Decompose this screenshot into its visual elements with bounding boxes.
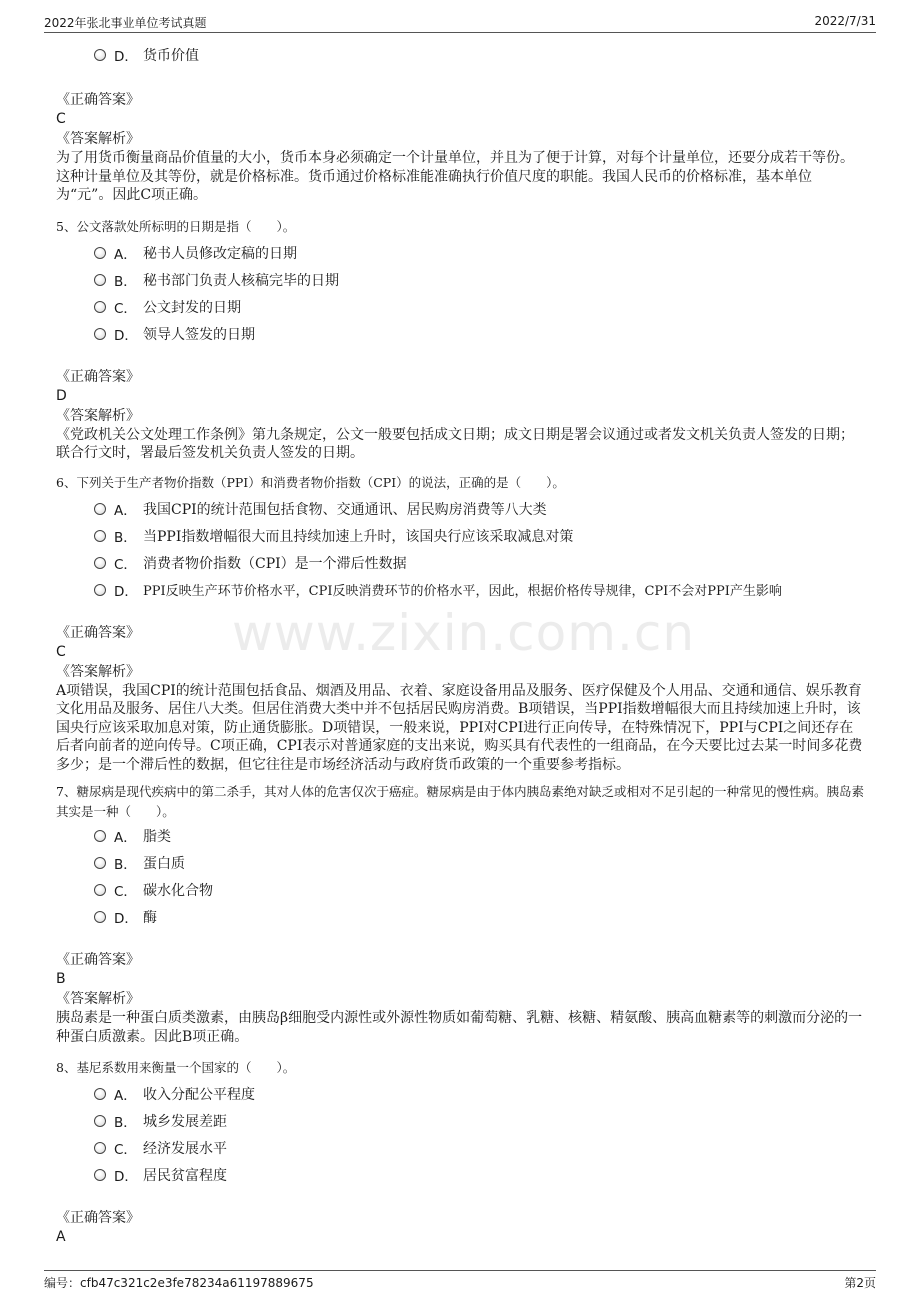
question-6-explanation: A项错误，我国CPI的统计范围包括食品、烟酒及用品、衣着、家庭设备用品及服务、医疗保健及个人用品、交通和通信、娱乐教育文化用品及服务、居住八大类。但居住消费大类中并不包括居民购房消费。B项错误，当PPI指数增幅很大而且持续加速上升时，该国央行应该采取加息对策，防止通货膨胀。D项错误，一般来说，PPI对CPI进行正向传导，在特殊情况下，PPI与CPI之间还存在后者向前者的逆向传导。C项正确，CPI表示对普通家庭的支出来说，购买具有代表性的一组商品，在今天要比过去某一时间多花费多少；是一个滞后性的数据，但它往往是市场经济活动与政府货币政策的一个重要参考指标。	[56, 682, 863, 773]
option-text: 城乡发展差距	[143, 1114, 227, 1130]
question-8-answer: A	[56, 1229, 66, 1245]
radio-icon[interactable]	[94, 530, 106, 542]
question-7-option-a[interactable]	[56, 822, 866, 849]
option-text: 收入分配公平程度	[143, 1087, 255, 1103]
option-text: 领导人签发的日期	[143, 326, 255, 343]
page-number: 第2页	[844, 1276, 876, 1290]
question-4-answer: C	[56, 111, 66, 127]
option-letter: A．	[114, 502, 137, 519]
radio-icon[interactable]	[94, 1142, 106, 1154]
question-6-option-a[interactable]	[56, 495, 866, 522]
radio-icon[interactable]	[94, 301, 106, 313]
option-text: 经济发展水平	[143, 1141, 227, 1157]
radio-icon[interactable]	[94, 1115, 106, 1127]
answer-label: 《正确答案》	[56, 952, 140, 968]
radio-icon[interactable]	[94, 503, 106, 515]
answer-label: 《正确答案》	[56, 624, 140, 641]
question-5-stem: 5、公文落款处所标明的日期是指（ ）。	[56, 218, 296, 234]
option-text: 秘书人员修改定稿的日期	[143, 245, 297, 262]
option-letter: C．	[114, 1142, 137, 1158]
question-5-answer: D	[56, 387, 67, 404]
option-letter: C．	[114, 300, 137, 317]
question-6-stem: 6、下列关于生产者物价指数（PPI）和消费者物价指数（CPI）的说法，正确的是（ ）。	[56, 474, 565, 490]
option-text: 脂类	[143, 829, 171, 845]
answer-label: 《正确答案》	[56, 368, 140, 385]
option-letter: B．	[114, 1115, 137, 1131]
radio-icon[interactable]	[94, 247, 106, 259]
question-6-option-c[interactable]	[56, 549, 866, 576]
page-content	[56, 36, 866, 1247]
question-5-option-d[interactable]	[56, 320, 866, 347]
explanation-label: 《答案解析》	[56, 131, 140, 147]
question-8-option-b[interactable]	[56, 1107, 866, 1134]
question-5-option-a[interactable]	[56, 239, 866, 266]
question-7-option-c[interactable]	[56, 876, 866, 903]
question-5-explanation: 《党政机关公文处理工作条例》第九条规定，公文一般要包括成文日期；成文日期是署会议通过或者发文机关负责人签发的日期；联合行文时，署最后签发机关负责人签发的日期。	[56, 426, 854, 461]
question-6-answer: C	[56, 643, 66, 660]
option-text: 秘书部门负责人核稿完毕的日期	[143, 272, 339, 289]
document-date: 2022/7/31	[814, 14, 876, 28]
option-letter: C．	[114, 556, 137, 573]
page-footer	[44, 1270, 876, 1291]
option-text: 酶	[143, 910, 157, 926]
radio-icon[interactable]	[94, 1169, 106, 1181]
option-text: PPI反映生产环节价格水平，CPI反映消费环节的价格水平，因此，根据价格传导规律，CPI不会对PPI产生影响	[143, 583, 782, 599]
option-letter: D．	[114, 327, 138, 344]
document-title: 2022年张北事业单位考试真题	[44, 16, 207, 30]
question-6-option-d[interactable]	[56, 576, 866, 603]
question-7-answer: B	[56, 971, 66, 987]
option-letter: D．	[114, 911, 138, 927]
answer-label: 《正确答案》	[56, 92, 140, 108]
document-code: 编号：cfb47c321c2e3fe78234a61197889675	[44, 1276, 314, 1290]
question-4-option-d[interactable]	[56, 41, 866, 68]
radio-icon[interactable]	[94, 584, 106, 596]
option-text: 居民贫富程度	[143, 1168, 227, 1184]
option-text: 当PPI指数增幅很大而且持续加速上升时，该国央行应该采取减息对策	[143, 528, 574, 545]
question-7-option-d[interactable]	[56, 903, 866, 930]
question-7-explanation: 胰岛素是一种蛋白质类激素，由胰岛β细胞受内源性或外源性物质如葡萄糖、乳糖、核糖、精氨酸、胰高血糖素等的刺激而分泌的一种蛋白质激素。因此B项正确。	[56, 1010, 863, 1045]
question-8-option-c[interactable]	[56, 1134, 866, 1161]
question-6-option-b[interactable]	[56, 522, 866, 549]
radio-icon[interactable]	[94, 274, 106, 286]
question-5-option-c[interactable]	[56, 293, 866, 320]
question-8-stem: 8、基尼系数用来衡量一个国家的（ ）。	[56, 1060, 296, 1075]
radio-icon[interactable]	[94, 830, 106, 842]
option-letter: B．	[114, 273, 137, 290]
question-7-option-b[interactable]	[56, 849, 866, 876]
option-text: 碳水化合物	[143, 883, 213, 899]
explanation-label: 《答案解析》	[56, 991, 140, 1007]
radio-icon[interactable]	[94, 328, 106, 340]
watermark: www.zixin.com.cn	[232, 604, 696, 662]
explanation-label: 《答案解析》	[56, 663, 140, 680]
option-letter: A．	[114, 830, 137, 846]
option-text: 蛋白质	[143, 856, 185, 872]
question-4-explanation: 为了用货币衡量商品价值量的大小，货币本身必须确定一个计量单位，并且为了便于计算，对每个计量单位，还要分成若干等份。这种计量单位及其等份，就是价格标准。货币通过价格标准能准确执行价值尺度的职能。我国人民币的价格标准，基本单位为“元”。因此C项正确。	[56, 150, 854, 203]
radio-icon[interactable]	[94, 884, 106, 896]
radio-icon[interactable]	[94, 1088, 106, 1100]
option-text: 消费者物价指数（CPI）是一个滞后性数据	[143, 555, 407, 572]
page-header	[44, 12, 876, 33]
radio-icon[interactable]	[94, 857, 106, 869]
option-letter: D．	[114, 583, 138, 600]
option-text: 公文封发的日期	[143, 299, 241, 316]
radio-icon[interactable]	[94, 49, 106, 61]
option-text: 货币价值	[143, 48, 199, 64]
answer-label: 《正确答案》	[56, 1210, 140, 1226]
option-letter: D．	[114, 1169, 138, 1185]
option-letter: A．	[114, 1088, 137, 1104]
question-7-stem: 7、糖尿病是现代疾病中的第二杀手，其对人体的危害仅次于癌症。糖尿病是由于体内胰岛素绝对缺乏或相对不足引起的一种常见的慢性病。胰岛素其实是一种（ ）。	[56, 784, 864, 819]
option-letter: A．	[114, 246, 137, 263]
question-8-option-d[interactable]	[56, 1161, 866, 1188]
question-5-option-b[interactable]	[56, 266, 866, 293]
radio-icon[interactable]	[94, 557, 106, 569]
radio-icon[interactable]	[94, 911, 106, 923]
option-text: 我国CPI的统计范围包括食物、交通通讯、居民购房消费等八大类	[143, 501, 547, 518]
option-letter: B．	[114, 529, 137, 546]
option-letter: C．	[114, 884, 137, 900]
question-8-option-a[interactable]	[56, 1080, 866, 1107]
option-letter: B．	[114, 857, 137, 873]
explanation-label: 《答案解析》	[56, 407, 140, 424]
option-letter: D．	[114, 49, 138, 65]
